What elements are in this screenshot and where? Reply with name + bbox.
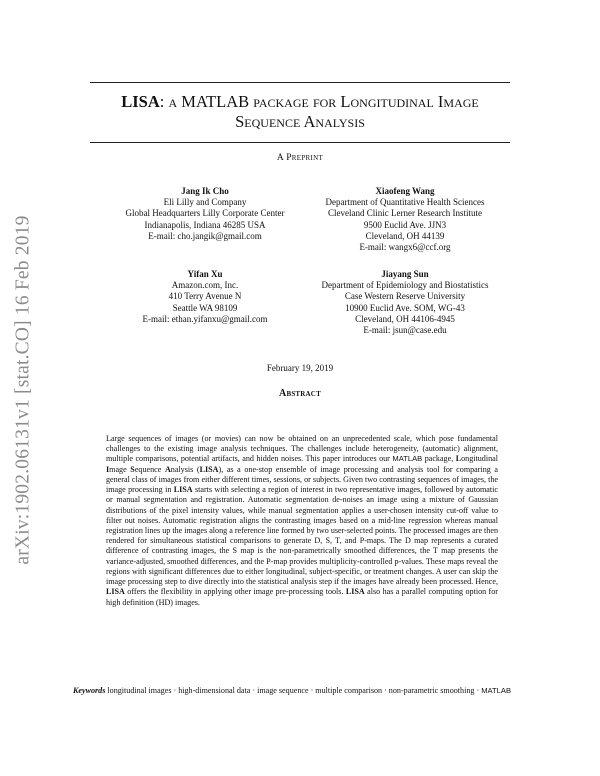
keywords-matlab: MATLAB (481, 686, 512, 695)
abstract-text: equence (134, 464, 165, 474)
author-affiliation: Cleveland Clinic Lerner Research Institute (328, 208, 482, 219)
author-affiliation: Department of Quantitative Health Sciences (325, 197, 485, 208)
author-name: Jang Ik Cho (181, 186, 229, 196)
abstract-lisa: LISA (199, 464, 219, 474)
title-colon: : (159, 92, 169, 111)
abstract-body (106, 434, 498, 608)
keywords-label: Keywords (73, 686, 106, 695)
paper-date: February 19, 2019 (266, 363, 334, 373)
author-block-2 (300, 186, 510, 253)
title-bottom-rule (90, 142, 510, 143)
abstract-text: starts with selecting a region of interest in two representative images, followed by automatic or manual segmentation and registration. Automatic segmentation de-noises an image using a mixture of Gaussian distributions of the pixel intensity values, while manual segmentation applies a user-chosen intensity cut-off value to filter out noises. Automatic registration aligns the contrasting images based on a mid-line regression whereas manual registration lines up the images along a reference line formed by two user-selected points. The processed images are then rendered for simultaneous statistical comparisons to generate D, S, T, and P-maps. The D map represents a curated difference of contrasting images, the S map is the non-parametrically smoothed differences, the T map presents the variance-adjusted, smoothed differences, and the P-map provides multiplicity-controlled p-values. These maps reveal the regions with significant differences due to either longitudinal, subject-specific, or treatment changes. A user can skip the image processing step to dive directly into the statistical analysis step if the images have already been processed. Hence, (106, 485, 498, 587)
abstract-text: nalysis ( (170, 464, 200, 474)
author-name: Xiaofeng Wang (375, 186, 435, 196)
abstract-text: offers the flexibility in applying other image pre-processing tools. (124, 587, 346, 597)
abstract-text: package, (422, 454, 456, 464)
abstract-text: also has a parallel computing option for high definition (HD) images. (106, 587, 498, 607)
abstract-text: mage (109, 464, 131, 474)
author-email: E-mail: cho.jangik@gmail.com (148, 230, 262, 241)
author-affiliation: Case Western Reserve University (344, 291, 466, 302)
title-acronym: LISA (121, 92, 160, 111)
abstract-lisa: LISA (106, 587, 125, 597)
arxiv-identifier: arXiv:1902.06131v1 [stat.CO] 16 Feb 2019 (13, 215, 35, 565)
author-address: Cleveland, OH 44106-4945 (355, 313, 455, 324)
author-name: Yifan Xu (187, 269, 223, 279)
author-address: 9500 Euclid Ave. JJN3 (363, 219, 447, 230)
abstract-text: ), as a one-stop ensemble of image processing and analysis tool for comparing a general class of images from either different times, sessions, or subjects. Given two contrasting sequences of images, the image processing in (106, 464, 498, 495)
author-email: E-mail: ethan.yifanxu@gmail.com (142, 313, 268, 324)
author-block-3 (100, 269, 310, 325)
author-affiliation: Department of Epidemiology and Biostatistics (321, 280, 489, 291)
author-affiliation: Eli Lilly and Company (163, 197, 247, 208)
title-part1: a (168, 92, 182, 111)
title-part3: Sequence Analysis (235, 112, 365, 131)
author-address: 10900 Euclid Ave. SOM, WG-43 (345, 302, 465, 313)
title-matlab: MATLAB (181, 92, 250, 111)
abstract-acronym-letter: S (130, 464, 135, 474)
author-affiliation: Amazon.com, Inc. (171, 280, 239, 291)
abstract-text: Large sequences of images (or movies) can now be obtained on an unprecedented scale, which pose fundamental challenges to the existing image analysis techniques. The challenges include heterogeneity, (automatic) alignment, multiple comparisons, potential artifacts, and hidden noises. This paper introduces our (106, 434, 498, 464)
abstract-lisa: LISA (345, 587, 365, 597)
abstract-matlab: MATLAB (392, 454, 423, 464)
abstract-acronym-letter: A (164, 464, 171, 474)
author-address: Indianapolis, Indiana 46285 USA (144, 219, 266, 230)
title-top-rule (90, 82, 510, 83)
author-affiliation: Global Headquarters Lilly Corporate Center (125, 208, 285, 219)
keywords-list: longitudinal images · high-dimensional data · image sequence · multiple comparison · non-parametric smoothing · (105, 686, 482, 695)
abstract-acronym-letter: I (106, 464, 110, 474)
author-email: E-mail: jsun@case.edu (363, 325, 447, 336)
author-block-4 (300, 269, 510, 336)
paper-title (60, 92, 540, 132)
abstract-lisa: LISA (173, 485, 193, 495)
abstract-text: ongitudinal (461, 454, 498, 464)
title-part2: package for Longitudinal Image (249, 92, 479, 111)
author-email: E-mail: wangx6@ccf.org (359, 242, 451, 253)
author-block-1 (100, 186, 310, 242)
author-address: Seattle WA 98109 (172, 302, 238, 313)
preprint-label: A Preprint (276, 153, 324, 163)
author-address: Cleveland, OH 44139 (365, 230, 445, 241)
author-address: 410 Terry Avenue N (168, 291, 242, 302)
abstract-acronym-letter: L (455, 454, 462, 464)
abstract-heading: Abstract (279, 388, 321, 399)
keywords-section (73, 686, 533, 697)
author-name: Jiayang Sun (381, 269, 429, 279)
